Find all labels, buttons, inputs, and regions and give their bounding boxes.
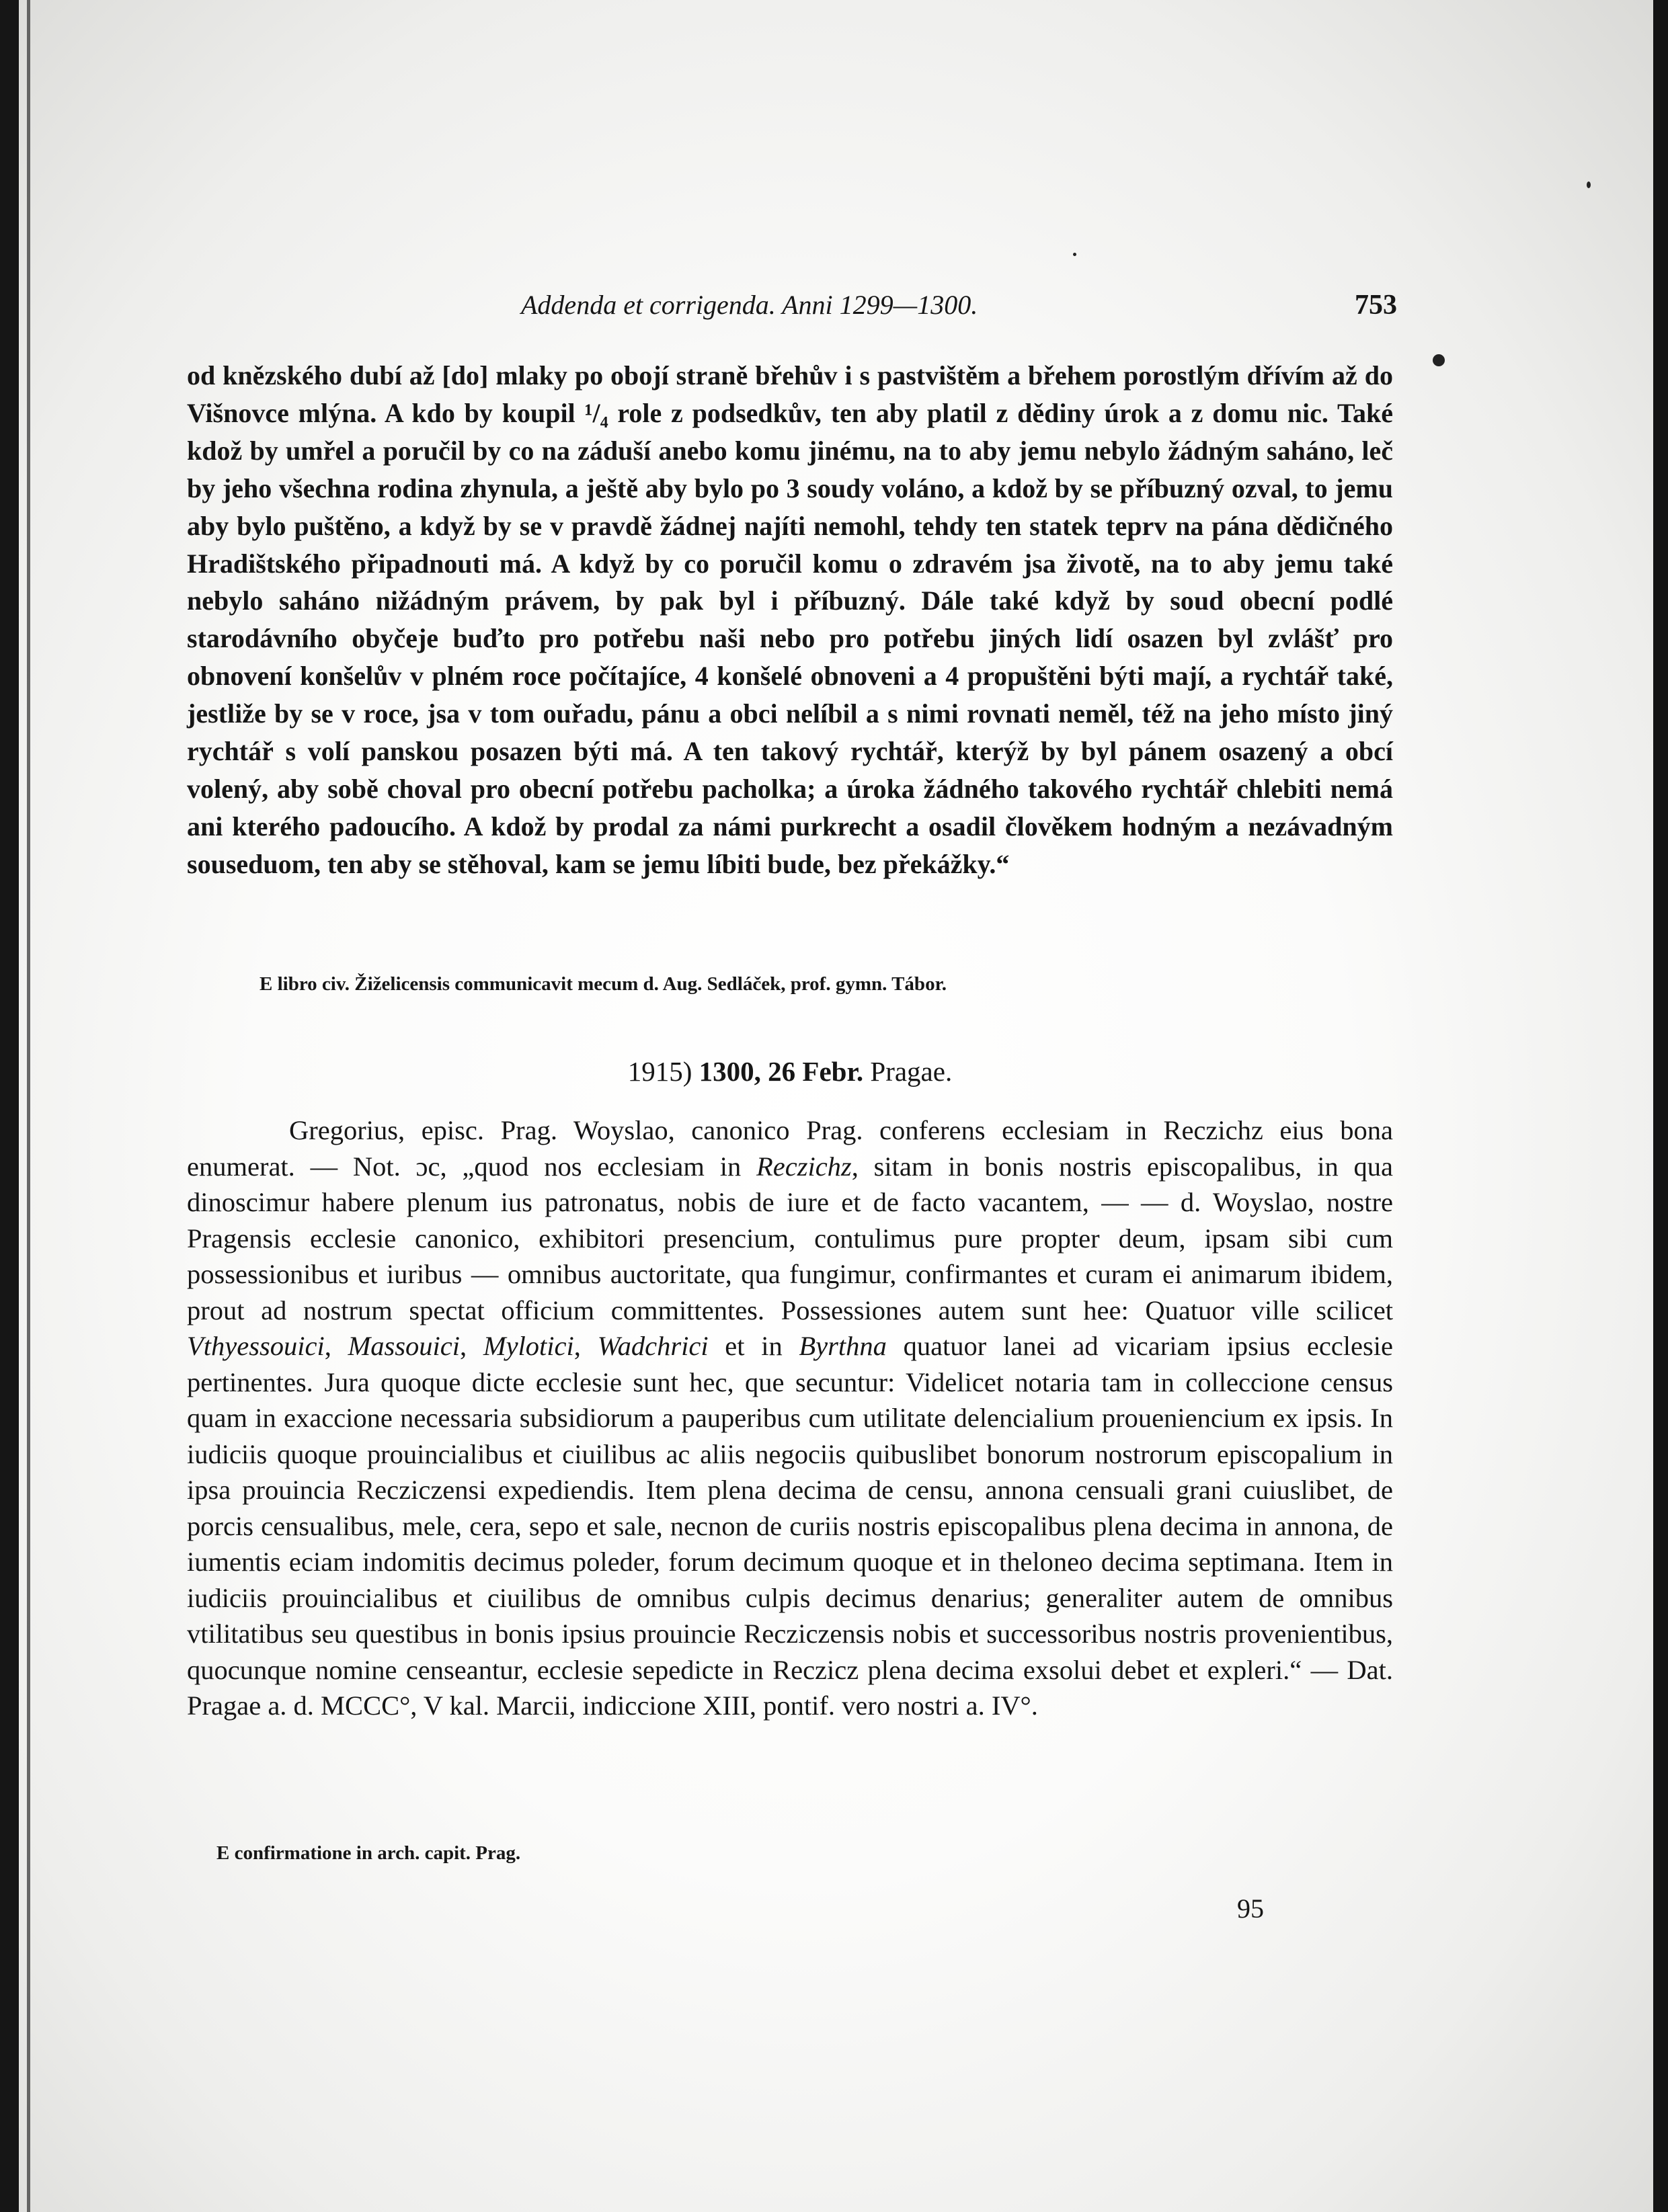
place-name: Byrthna [799,1331,887,1361]
separator: , [460,1331,483,1361]
charter-paragraph [187,1112,1393,1724]
separator: , [324,1331,348,1361]
place-name: Mylotici [483,1331,574,1361]
place-name: Vthyessouici [187,1331,325,1361]
charter-text: Gregorius, episc. Prag. Woyslao, canonico Prag. conferens ecclesiam in Reczichz eius bona enumerat. — Not. ɔc, „quod nos ecclesiam in [187,1115,1393,1182]
place-name: Wadchrici [597,1331,709,1361]
document-heading [187,1051,1393,1092]
sheet-number: 95 [1237,1893,1264,1924]
charter-text: , sitam in bonis nostris episcopalibus, in qua dinoscimur habere plenum ius patronatus, nobis de iure et de facto vacantem, — — d. Woyslao, nostre Pragensis ecclesie canonico, exhibitori presencium, contulimus pure propter deum, ipsam sibi cum possessionibus et iuribus — omnibus auctoritate, qua fungimur, confirmantes et curam ei animarum ibidem, prout ad nostrum spectat officium committentes. Possessiones autem sunt hee: Quatuor ville scilicet [187,1151,1393,1325]
latin-charter [187,1112,1393,1724]
czech-passage: od knězského dubí až [do] mlaky po obojí straně břehův i s pastvištěm a břehem porostlým dřívím až do Višnovce mlýna. A kdo by koupil ¹/₄ role z podsedkův, ten aby platil z dědiny úrok a z domu nic. Také kdož by umřel a poručil by co na záduší anebo komu jinému, na to aby jemu nebylo žádným saháno, leč by jeho všechna rodina zhynula, a ještě aby bylo po 3 soudy voláno, a kdož by se příbuzný ozval, to jemu aby bylo puštěno, a když by se v pravdě žádnej najíti nemohl, tehdy ten statek teprv na pána dědičného Hradištského připadnouti má. A když by co poručil komu o zdravém jsa životě, na to aby jemu také nebylo saháno nižádným právem, by pak byl i příbuzný. Dále také když by soud obecní podlé starodávního obyčeje buďto pro potřebu naši nebo pro potřebu jiných lidí osazen byl zvlášť pro obnovení konšelův v plném roce počítajíce, 4 konšelé obnoveni a 4 propuštěni býti mají, a rychtář také, jestliže by se v roce, jsa v tom ouřadu, pánu a obci nelíbil a s nimi rovnati neměl, též na jeho místo jiný rychtář s volí panskou posazen býti má. A ten takový rychtář, kterýž by byl pánem osazený a obcí volený, aby sobě choval pro obecní potřebu pacholka; a úroka žádného takového rychtář chlebiti nemá ani kterého padoucího. A kdož by prodal za námi purkrecht a osadil člověkem hodným a nezávadným souseduom, ten aby se stěhoval, kam se jemu líbiti bude, bez překážky.“ [187,360,1393,879]
document-place: Pragae. [870,1056,953,1087]
charter-text: et in [708,1331,799,1361]
place-name: Massouici [348,1331,461,1361]
running-title: Addenda et corrigenda. Anni 1299—1300. [521,290,978,320]
charter-text: quatuor lanei ad vicariam ipsius ecclesie pertinentes. Jura quoque dicte ecclesie sunt hec, que secuntur: Videlicet notaria tam in colleccione census quam in exaccione necessaria subsidiorum a pauperibus cum utilitate delencialium proueniencium ex ipsis. In iudiciis quoque prouincialibus et ciuilibus ac aliis negociis quibuslibet bonorum nostrorum episcopalium in ipsa prouincia Recziczensi expediendis. Item plena decima de censu, annona censuali grani cuiuslibet, de porcis censualibus, mele, cera, sepo et sale, necnon de curiis nostris episcopalibus plena decima in annona, de iumentis eciam indomitis decimus poleder, forum decimum quoque et in theloneo decima septimana. Item in iudiciis prouincialibus et ciuilibus de omnibus culpis decimus denarius; generaliter autem de omnibus vtilitatibus seu questibus in bonis ipsius prouincie Recziczensis nobis et successoribus nostris provenientibus, quocunque nomine censeantur, ecclesie sepedicte in Reczicz plena decima exsolui debet et expleri.“ — Dat. Pragae a. d. MCCC°, V kal. Marcii, indiccione XIII, pontif. vero nostri a. IV°. [187,1331,1393,1721]
separator: , [573,1331,598,1361]
document-month: Febr. [802,1056,864,1087]
document-number: 1915) [627,1056,692,1087]
source-note: E libro civ. Žiželicensis communicavit mecum d. Aug. Sedláček, prof. gymn. Tábor. [260,973,947,995]
source-note: E confirmatione in arch. capit. Prag. [216,1842,521,1864]
page-number: 753 [1355,290,1397,321]
place-name: Reczichz [756,1151,852,1182]
document-date: 1300, 26 [699,1056,796,1087]
